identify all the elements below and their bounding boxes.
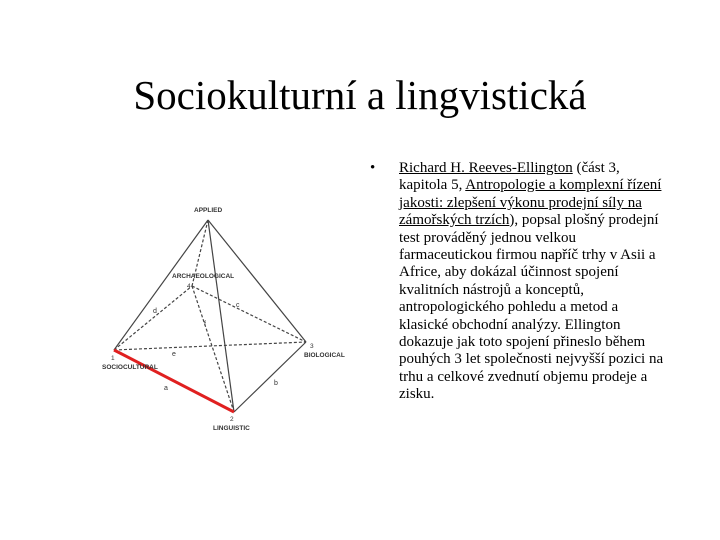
body-text [399,160,669,404]
label-biological: BIOLOGICAL [304,352,345,359]
edge-applied-biological [208,220,306,342]
label-linguistic: LINGUISTIC [213,425,250,432]
edge-label-f: f [204,321,206,328]
label-applied: APPLIED [194,207,223,214]
slide-title: Sociokulturní a lingvistická [133,72,587,118]
edge-label-e: e [172,351,176,358]
label-archaeological: ARCHAEOLOGICAL [172,273,235,280]
edge-archaeological-biological [192,286,306,342]
number-archaeological: 4 [187,283,191,290]
number-linguistic: 2 [230,416,234,423]
text-part-1: (část 3, kapitola 5, [399,160,620,194]
number-biological: 3 [310,343,314,350]
edge-sociocultural-biological [114,342,306,350]
tetrahedron-diagram [96,198,366,448]
edge-applied-sociocultural [114,220,208,350]
edge-applied-linguistic [208,220,234,412]
number-sociocultural: 1 [111,355,115,362]
book-title: Antropologie a komplexní řízení jakosti: zlepšení výkonu prodejní síly na zámořských trzích [399,177,662,229]
author-name: Richard H. Reeves-Ellington [399,160,573,176]
edge-label-d: d [153,308,157,315]
edge-label-a: a [164,385,168,392]
label-sociocultural: SOCIOCULTURAL [102,364,158,371]
text-part-2: ), popsal plošný prodejní test prováděný jednou velkou farmaceutickou firmou napříč trhy v Asii a Africe, aby dokázal účinnost spojení kvalitních nástrojů a konceptů, antropologického pohledu a metod a klasické obchodní analýzy. Ellington dokazuje jak toto spojení přineslo během pouhých 3 let společnosti nejvyšší pozici na trhu a celkové zvednutí objemu prodeje a zisku. [399,212,664,403]
edge-linguistic-biological [234,342,306,412]
edge-label-b: b [274,380,278,387]
bullet-marker: • [370,160,376,176]
edge-label-c: c [236,302,240,309]
